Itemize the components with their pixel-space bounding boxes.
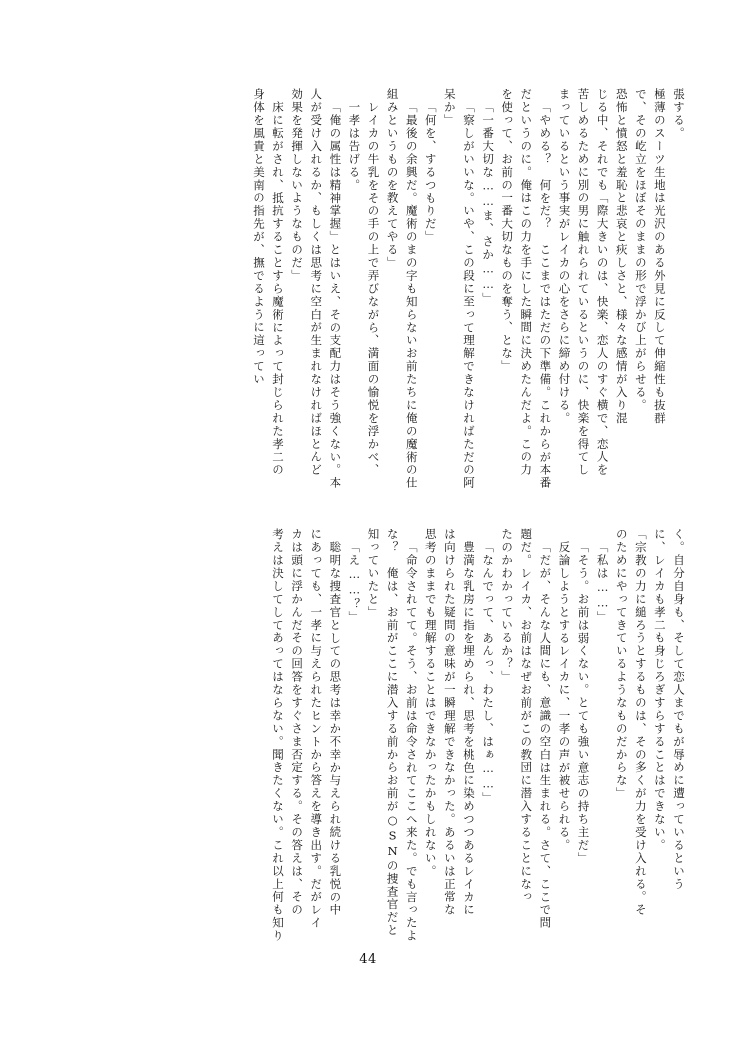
text-line: 「そう。お前は弱くない。とても強い意志の持ち主だ」 [576,541,591,865]
text-line: 人が受け入れるか、もしくは思考に空白が生まれなければほとんど [309,88,324,477]
text-line: に、レイカも孝二も身じろぎすらすることはできない。 [652,528,667,852]
text-line: 「何を、するつもりだ」 [423,101,438,244]
text-line: で、その屹立をほぼそのままの形で浮かび上がらせる。 [633,88,648,412]
text-line: 知っていたと」 [366,528,381,619]
text-line: は向けられた疑問の意味が一瞬理解できなかった。あるいは正常な [442,528,457,917]
text-line: 「だが、そんな人間にも、意識の空白は生まれる。さて、ここで問 [538,541,553,930]
text-line: にあっても、一孝に与えられたヒントから答えを導き出す。だがレイ [309,528,324,930]
text-line: 「俺の属性は精神掌握」とはいえ、その支配力はそう強くない。本 [328,101,343,490]
text-block-lower [264,528,686,943]
text-line: レイカの牛乳をその手の上で弄びながら、満面の愉悦を浮かべ、 [366,101,381,477]
text-line: 張する。 [672,88,686,140]
text-line: な？ 俺は、お前がここに潜入する前からお前が○SNの捜査官だと [385,528,400,937]
page-number: 44 [359,952,377,967]
text-line: 「察しがいいな。いや、この段に至って理解できなければただの阿 [461,101,476,490]
text-line: 一孝は告げる。 [347,101,362,192]
text-line: 「なんでって、あんっ、わたし、はぁ……」 [481,541,496,805]
text-line: を使って、お前の一番大切なものを奪う、とな」 [500,88,515,373]
text-line: 「やめる？ 何をだ？ ここまではただの下準備。これからが本番 [538,101,553,490]
text-line: 「え……？」 [347,541,362,624]
text-line: 身体を風貴と美南の指先が、撫でるように這ってい [251,88,266,386]
text-line: 「私は……」 [595,541,610,624]
text-line: 聡明な捜査官としての思考は幸か不幸か与えられ続ける乳悦の中 [328,541,343,917]
text-line: 思考のままでも理解することはできなかったかもしれない。 [423,528,438,878]
text-block-upper [245,88,684,488]
text-line: 効果を発揮しないようなものだ」 [290,88,305,283]
text-line: じる中、それでも「際大きいのは、快楽、恋人のすぐ横で、恋人を [595,88,610,477]
text-line: 恐怖と憤怒と羞恥と悲哀と疢しさと、様々な感情が入り混 [614,88,629,425]
text-line: だというのに。俺はこの力を手にした瞬間に決めたんだよ。この力 [519,88,534,477]
text-line: 豊満な乳房に指を埋められ、思考を桃色に染めつつあるレイカに [461,541,476,917]
text-line: たのかわかっているか？」 [500,528,515,684]
text-line: 苦しめるために別の男に触れられているというのに、快楽を得てし [576,88,591,477]
text-line: のためにやってきているようなものだからな」 [614,528,629,800]
text-line: く。自分自身も、そして恋人までもが辱めに遭っているという [672,528,686,891]
text-line: 組みというものを教えてやる」 [385,88,400,270]
text-line: 極薄のスーツ生地は光沢のある外見に反して伸縮性も抜群 [652,88,667,425]
text-line: 呆か」 [442,88,457,127]
text-line: 「最後の余興だ。魔術のまの字も知らないお前たちに俺の魔術の仕 [404,101,419,490]
text-line: まっているという事実がレイカの心をさらに締め付ける。 [557,88,572,425]
text-line: 考えは決してしてあってはならない。聞きたくない。これ以上何も知り [271,528,286,943]
text-line: 題だ。レイカ、お前はなぜお前がこの教団に潜入することになっ [519,528,534,904]
text-line: 反論しようとするレイカに、一孝の声が被せられる。 [557,541,572,852]
text-line: 床に転がされ、抵抗することすら魔術によって封じられた孝二の [271,101,286,477]
text-line: カは頭に浮かんだその回答をすぐさま否定する。その答えは、その [290,528,305,917]
text-line: 「命令されてて。そう、お前は命令されてここへ来た。でも言ったよ [404,541,419,943]
text-line: 「一番大切な……ま、さか……」 [481,101,496,306]
text-line: 「宗教の力に縋ろうとするものは、その多くが力を受け入れる。そ [633,528,648,917]
